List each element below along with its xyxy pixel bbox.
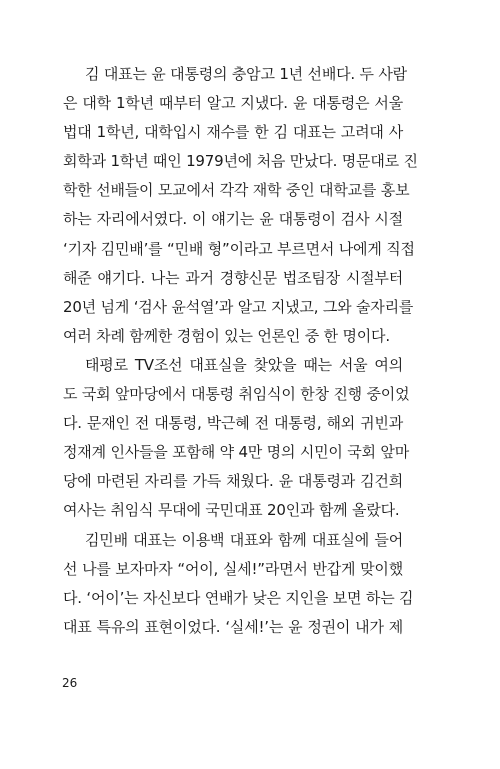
text-line: 선 나를 보자마자 “어이, 실세!”라면서 반갑게 맞이했 (63, 559, 403, 578)
text-line: 해준 얘기다. 나는 과거 경향신문 법조팀장 시절부터 (63, 268, 403, 287)
text-line: 하는 자리에서였다. 이 얘기는 윤 대통령이 검사 시절 (63, 210, 403, 229)
text-line: 은 대학 1학년 때부터 알고 지냈다. 윤 대통령은 서울 (63, 94, 403, 113)
page-number: 26 (62, 676, 78, 690)
paragraph-3 (63, 526, 414, 642)
text-line: 다. 문재인 전 대통령, 박근혜 전 대통령, 해외 귀빈과 (63, 414, 403, 433)
text-line: ‘기자 김민배’를 “민배 형”이라고 부르면서 나에게 직접 (63, 239, 415, 258)
text-line: 다. ‘어이’는 자신보다 연배가 낮은 지인을 보면 하는 김 (63, 588, 414, 607)
text-line: 도 국회 앞마당에서 대통령 취임식이 한창 진행 중이었 (63, 385, 410, 404)
text-line: 당에 마련된 자리를 가득 채웠다. 윤 대통령과 김건희 (63, 472, 403, 491)
paragraph-1 (63, 60, 418, 351)
text-line: 학한 선배들이 모교에서 각각 재학 중인 대학교를 홍보 (63, 181, 410, 200)
text-line: 20년 넘게 ‘검사 윤석열’과 알고 지냈고, 그와 술자리를 (63, 297, 414, 316)
text-line: 회학과 1학년 때인 1979년에 처음 만났다. 명문대로 진 (63, 152, 418, 171)
text-line: 김 대표는 윤 대통령의 충암고 1년 선배다. 두 사람 (85, 65, 407, 83)
text-line: 태평로 TV조선 대표실을 찾았을 때는 서울 여의 (85, 355, 403, 374)
text-line: 법대 1학년, 대학입시 재수를 한 김 대표는 고려대 사 (63, 123, 403, 142)
text-line: 여사는 취임식 무대에 국민대표 20인과 함께 올랐다. (63, 501, 400, 520)
paragraph-2 (63, 351, 410, 526)
text-line: 김민배 대표는 이용백 대표와 함께 대표실에 들어 (85, 530, 403, 549)
text-line: 정재계 인사들을 포함해 약 4만 명의 시민이 국회 앞마 (63, 443, 409, 462)
text-line: 대표 특유의 표현이었다. ‘실세!’는 윤 정권이 내가 제 (63, 617, 403, 636)
body-text (63, 60, 418, 642)
text-line: 여러 차례 함께한 경험이 있는 언론인 중 한 명이다. (63, 326, 390, 345)
